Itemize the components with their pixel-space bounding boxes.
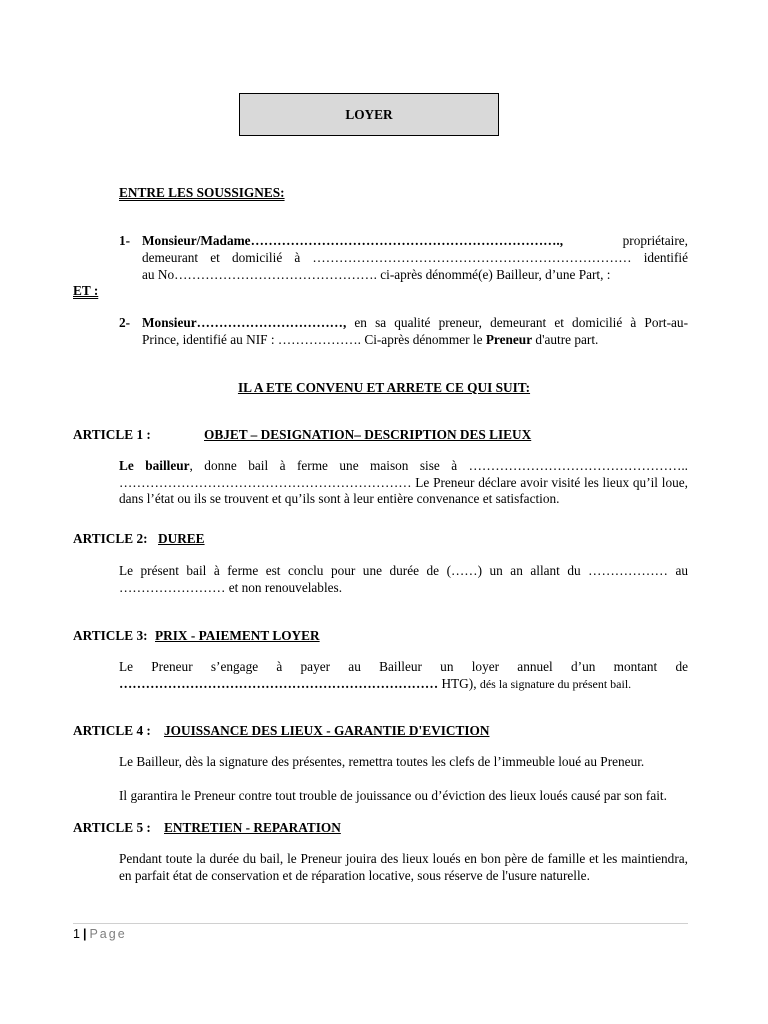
article4-title: JOUISSANCE DES LIEUX - GARANTIE D'EVICTION xyxy=(164,723,490,738)
party2-text1: en sa qualité preneur, demeurant et domicilié à Port-au- xyxy=(346,315,688,330)
agreement-heading: IL A ETE CONVENU ET ARRETE CE QUI SUIT: xyxy=(237,380,531,395)
party1-block xyxy=(142,233,688,283)
article5-paragraph: Pendant toute la durée du bail, le Preneur jouira des lieux loués en bon père de famille et les maintiendra, en parfait état de conservation et de réparation locative, sous réserve de l'usure naturelle. xyxy=(119,851,688,883)
article1-text: , donne bail à ferme une maison sise à ………………………………………….. ………………………………………………………… Le Preneur déclare avoir visité les lieux qu’il loue, dans l’état ou ils se trouvent et qu’ils sont à leur entière convenance et satisfaction. xyxy=(119,458,689,506)
article1-paragraph xyxy=(119,458,688,508)
party1-num: 1- xyxy=(119,233,131,248)
article3-amount-dots: ……………………………………………………………… xyxy=(119,675,439,691)
party1-line3: au No………………………………………. ci-après dénommé(e) Bailleur, d’une Part, : xyxy=(142,267,611,282)
page-label: Page xyxy=(89,927,127,941)
article3-small: dés la signature du présent bail. xyxy=(479,676,632,691)
footer-rule xyxy=(73,923,688,924)
party1-number xyxy=(119,233,130,249)
party2-block xyxy=(142,315,688,348)
article5-label: ARTICLE 5 : xyxy=(73,820,151,835)
article2-title: DUREE xyxy=(158,531,205,546)
article4-label: ARTICLE 4 : xyxy=(73,723,151,738)
et-label: ET : xyxy=(73,283,99,298)
article4-paragraph-1: Le Bailleur, dès la signature des présentes, remettra toutes les clefs de l’immeuble loué au Preneur. xyxy=(119,754,645,769)
party2-name-dots: ……………………………, xyxy=(196,315,347,330)
party2-text2a: Prince, identifié au NIF : ………………. Ci-après dénommer le xyxy=(142,332,486,347)
article5-title: ENTRETIEN - REPARATION xyxy=(164,820,341,835)
party1-name-dots: ……………………………………………………………., xyxy=(250,233,564,248)
parties-heading: ENTRE LES SOUSSIGNES: xyxy=(119,185,285,200)
article1-bold-start: Le bailleur xyxy=(119,458,190,473)
document-title: LOYER xyxy=(239,93,499,136)
party1-line2: demeurant et domicilié à ……………………………………………………………… identifié xyxy=(142,250,688,265)
article1-title: OBJET – DESIGNATION– DESCRIPTION DES LIEUX xyxy=(204,427,532,442)
article3-label: ARTICLE 3: xyxy=(73,628,148,643)
page-footer xyxy=(73,927,127,941)
article3-title: PRIX - PAIEMENT LOYER xyxy=(155,628,320,643)
article3-line1: Le Preneur s’engage à payer au Bailleur un loyer annuel d’un montant de xyxy=(119,659,688,674)
article2-paragraph: Le présent bail à ferme est conclu pour une durée de (……) un an allant du ……………… au …………………… et non renouvelables. xyxy=(119,563,688,595)
article2-label: ARTICLE 2: xyxy=(73,531,148,546)
page-number: 1 xyxy=(73,927,80,941)
party1-line1 xyxy=(142,233,688,249)
party2-line1 xyxy=(142,315,688,331)
party1-name-label: Monsieur/Madame xyxy=(142,233,251,248)
article1-label: ARTICLE 1 : xyxy=(73,427,151,442)
party2-num: 2- xyxy=(119,315,131,330)
party2-name-label: Monsieur xyxy=(142,315,197,330)
article3-paragraph xyxy=(119,659,688,692)
article4-paragraph-2: Il garantira le Preneur contre tout trouble de jouissance ou d’éviction des lieux loués causé par son fait. xyxy=(119,788,667,803)
party2-text2b: d'autre part. xyxy=(532,332,599,347)
party2-number xyxy=(119,315,130,331)
article3-line2 xyxy=(119,676,688,693)
article3-htg: HTG), xyxy=(438,675,480,691)
footer-separator: | xyxy=(82,927,87,941)
party2-preneur: Preneur xyxy=(485,332,533,347)
party2-line2 xyxy=(142,332,688,348)
party1-role: propriétaire, xyxy=(622,233,688,248)
